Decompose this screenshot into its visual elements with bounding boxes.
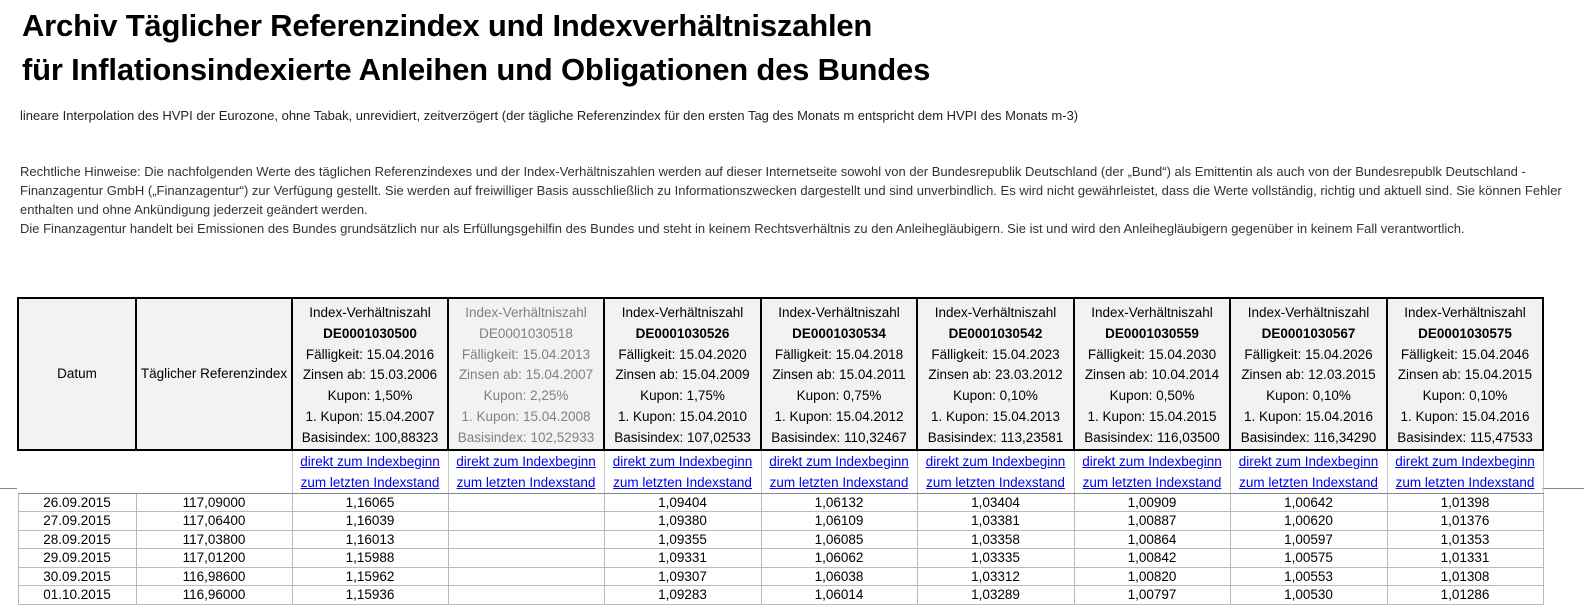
cell-index-ratio: 1,15936 xyxy=(292,586,448,605)
cell-index-ratio: 1,01398 xyxy=(1387,493,1543,512)
bond-coupon: Kupon: 1,75% xyxy=(640,388,725,404)
bond-interest-start: Zinsen ab: 15.04.2011 xyxy=(772,367,906,383)
bond-base-index: Basisindex: 100,88323 xyxy=(301,429,439,445)
bond-base-index: Basisindex: 107,02533 xyxy=(614,429,751,445)
cell-date: 30.09.2015 xyxy=(18,567,136,586)
cell-index-ratio: 1,01376 xyxy=(1387,512,1543,531)
bond-maturity: Fälligkeit: 15.04.2013 xyxy=(461,346,591,362)
cell-index-ratio: 1,09331 xyxy=(604,549,761,568)
cell-index-ratio: 1,00820 xyxy=(1074,567,1230,586)
bond-first-coupon: 1. Kupon: 15.04.2016 xyxy=(1243,408,1374,424)
bond-label: Index-Verhältniszahl xyxy=(309,305,431,320)
cell-index-ratio xyxy=(448,493,604,512)
bond-isin: DE0001030567 xyxy=(1261,325,1356,341)
bond-coupon: Kupon: 0,10% xyxy=(953,388,1038,404)
cell-index-ratio: 1,00842 xyxy=(1074,549,1230,568)
link-cell xyxy=(1387,450,1543,472)
cell-index-ratio: 1,00620 xyxy=(1230,512,1387,531)
cell-index-ratio: 1,00553 xyxy=(1230,567,1387,586)
cell-index-ratio: 1,01353 xyxy=(1387,530,1543,549)
bond-isin: DE0001030526 xyxy=(635,325,730,341)
bond-info xyxy=(918,299,1073,449)
legal-notice xyxy=(20,162,1565,238)
link-cell xyxy=(292,450,448,472)
bond-coupon: Kupon: 0,10% xyxy=(1266,388,1351,404)
bond-info xyxy=(762,299,916,449)
bond-first-coupon: 1. Kupon: 15.04.2010 xyxy=(617,408,748,424)
header-bond-DE0001030559 xyxy=(1074,298,1230,450)
cell-index-ratio: 1,00887 xyxy=(1074,512,1230,531)
empty-cell xyxy=(18,450,136,472)
link-cell xyxy=(448,450,604,472)
table-row xyxy=(18,586,1543,605)
cell-index-ratio: 1,00864 xyxy=(1074,530,1230,549)
cell-index-ratio: 1,03381 xyxy=(917,512,1074,531)
cell-index-ratio: 1,09380 xyxy=(604,512,761,531)
bond-maturity: Fälligkeit: 15.04.2023 xyxy=(931,346,1060,362)
cell-index-ratio xyxy=(448,512,604,531)
cell-index-ratio: 1,01286 xyxy=(1387,586,1543,605)
bond-maturity: Fälligkeit: 15.04.2026 xyxy=(1244,346,1373,362)
link-letzter-indexstand-DE0001030567[interactable]: zum letzten Indexstand xyxy=(1239,474,1378,490)
link-cell xyxy=(917,472,1074,494)
link-indexbeginn-DE0001030518[interactable]: direkt zum Indexbeginn xyxy=(456,453,596,469)
cell-index-ratio xyxy=(448,586,604,605)
bond-label: Index-Verhältniszahl xyxy=(1247,305,1370,320)
link-cell xyxy=(448,472,604,494)
table-row xyxy=(18,512,1543,531)
cell-referenzindex: 116,98600 xyxy=(136,567,292,586)
link-indexbeginn-DE0001030559[interactable]: direkt zum Indexbeginn xyxy=(1082,453,1222,469)
link-cell xyxy=(761,450,917,472)
cell-referenzindex: 117,09000 xyxy=(136,493,292,512)
link-letzter-indexstand-DE0001030500[interactable]: zum letzten Indexstand xyxy=(300,474,440,490)
link-cell xyxy=(761,472,917,494)
bond-label: Index-Verhältniszahl xyxy=(934,305,1057,320)
cell-index-ratio: 1,03404 xyxy=(917,493,1074,512)
cell-index-ratio: 1,06038 xyxy=(761,567,917,586)
bond-interest-start: Zinsen ab: 15.03.2006 xyxy=(302,367,438,383)
title-line-1: Archiv Täglicher Referenzindex und Indexverhältniszahlen xyxy=(22,8,873,43)
cell-index-ratio: 1,00575 xyxy=(1230,549,1387,568)
cell-index-ratio: 1,03335 xyxy=(917,549,1074,568)
cell-index-ratio: 1,09283 xyxy=(604,586,761,605)
header-bond-DE0001030534 xyxy=(761,298,917,450)
link-row-indexbeginn xyxy=(18,450,1543,472)
row-divider-left xyxy=(0,488,17,489)
header-bond-DE0001030518 xyxy=(448,298,604,450)
bond-isin: DE0001030534 xyxy=(792,325,886,341)
header-referenzindex: Täglicher Referenzindex xyxy=(136,298,292,450)
table-header-row xyxy=(18,298,1543,450)
header-bond-DE0001030542 xyxy=(917,298,1074,450)
cell-index-ratio: 1,00530 xyxy=(1230,586,1387,605)
cell-index-ratio: 1,01331 xyxy=(1387,549,1543,568)
cell-index-ratio: 1,15988 xyxy=(292,549,448,568)
table-row xyxy=(18,530,1543,549)
cell-index-ratio: 1,06109 xyxy=(761,512,917,531)
bond-base-index: Basisindex: 113,23581 xyxy=(927,429,1064,445)
cell-index-ratio: 1,09355 xyxy=(604,530,761,549)
bond-coupon: Kupon: 0,75% xyxy=(796,388,882,404)
bond-maturity: Fälligkeit: 15.04.2020 xyxy=(618,346,747,362)
table-row xyxy=(18,549,1543,568)
bond-interest-start: Zinsen ab: 15.04.2009 xyxy=(615,367,750,383)
cell-index-ratio: 1,03289 xyxy=(917,586,1074,605)
bond-interest-start: Zinsen ab: 10.04.2014 xyxy=(1084,367,1220,383)
header-bond-DE0001030500 xyxy=(292,298,448,450)
bond-interest-start: Zinsen ab: 23.03.2012 xyxy=(928,367,1063,383)
bond-first-coupon: 1. Kupon: 15.04.2012 xyxy=(774,408,904,424)
cell-index-ratio: 1,16065 xyxy=(292,493,448,512)
bond-base-index: Basisindex: 115,47533 xyxy=(1397,429,1533,445)
header-bond-DE0001030526 xyxy=(604,298,761,450)
link-letzter-indexstand-DE0001030526[interactable]: zum letzten Indexstand xyxy=(613,474,752,490)
link-indexbeginn-DE0001030542[interactable]: direkt zum Indexbeginn xyxy=(925,453,1066,469)
bond-maturity: Fälligkeit: 15.04.2018 xyxy=(774,346,904,362)
cell-date: 01.10.2015 xyxy=(18,586,136,605)
link-letzter-indexstand-DE0001030518[interactable]: zum letzten Indexstand xyxy=(456,474,596,490)
bond-first-coupon: 1. Kupon: 15.04.2016 xyxy=(1400,408,1530,424)
bond-info xyxy=(293,299,447,449)
bond-base-index: Basisindex: 102,52933 xyxy=(457,429,595,445)
bond-maturity: Fälligkeit: 15.04.2030 xyxy=(1087,346,1217,362)
page-title xyxy=(22,4,930,92)
cell-index-ratio: 1,00909 xyxy=(1074,493,1230,512)
bond-coupon: Kupon: 0,50% xyxy=(1109,388,1195,404)
bond-isin: DE0001030500 xyxy=(323,325,417,341)
link-cell xyxy=(604,450,761,472)
header-datum: Datum xyxy=(18,298,136,450)
bond-interest-start: Zinsen ab: 12.03.2015 xyxy=(1241,367,1376,383)
link-row-letzter-indexstand xyxy=(18,472,1543,494)
cell-index-ratio: 1,15962 xyxy=(292,567,448,586)
cell-index-ratio: 1,03312 xyxy=(917,567,1074,586)
bond-isin: DE0001030575 xyxy=(1418,325,1512,341)
header-bond-DE0001030567 xyxy=(1230,298,1387,450)
cell-referenzindex: 116,96000 xyxy=(136,586,292,605)
legal-paragraph-1: Rechtliche Hinweise: Die nachfolgenden Werte des täglichen Referenzindexes und der Index-Verhältniszahlen werden auf dieser Internetseite sowohl von der Bundesrepublik Deutschland (der „Bund“) als Emittentin als auch von der Bundesrepublk Deutschland - Finanzagentur GmbH („Finanzagentur“) zur Verfügung gestellt. Sie werden auf freiwilliger Basis ausschließlich zu Informationszwecken dargestellt und sind unverbindlich. Es wird nicht gewährleistet, dass die Werte vollständig, richtig und aktuell sind. Sie können Fehler enthalten und ohne Ankündigung jederzeit geändert werden. xyxy=(20,164,1562,217)
subtitle: lineare Interpolation des HVPI der Eurozone, ohne Tabak, unrevidiert, zeitverzögert (der tägliche Referenzindex für den ersten Tag des Monats m entspricht dem HVPI des Monats m-3) xyxy=(20,108,1079,123)
empty-cell xyxy=(136,450,292,472)
bond-info xyxy=(605,299,760,449)
link-indexbeginn-DE0001030575[interactable]: direkt zum Indexbeginn xyxy=(1395,453,1535,469)
link-letzter-indexstand-DE0001030542[interactable]: zum letzten Indexstand xyxy=(926,474,1065,490)
index-table xyxy=(17,297,1544,605)
table-row xyxy=(18,567,1543,586)
cell-index-ratio xyxy=(448,549,604,568)
link-cell xyxy=(604,472,761,494)
bond-interest-start: Zinsen ab: 15.04.2015 xyxy=(1397,367,1533,383)
link-cell xyxy=(1387,472,1543,494)
link-indexbeginn-DE0001030500[interactable]: direkt zum Indexbeginn xyxy=(300,453,440,469)
bond-label: Index-Verhältniszahl xyxy=(621,305,744,320)
empty-cell xyxy=(18,472,136,494)
link-indexbeginn-DE0001030534[interactable]: direkt zum Indexbeginn xyxy=(769,453,909,469)
cell-referenzindex: 117,06400 xyxy=(136,512,292,531)
bond-info xyxy=(449,299,603,449)
cell-index-ratio: 1,03358 xyxy=(917,530,1074,549)
cell-index-ratio xyxy=(448,567,604,586)
bond-info xyxy=(1231,299,1386,449)
bond-first-coupon: 1. Kupon: 15.04.2008 xyxy=(461,408,591,424)
link-indexbeginn-DE0001030567[interactable]: direkt zum Indexbeginn xyxy=(1238,453,1379,469)
link-cell xyxy=(1230,450,1387,472)
cell-date: 26.09.2015 xyxy=(18,493,136,512)
bond-info xyxy=(1388,299,1542,449)
cell-date: 29.09.2015 xyxy=(18,549,136,568)
cell-index-ratio: 1,06014 xyxy=(761,586,917,605)
bond-first-coupon: 1. Kupon: 15.04.2015 xyxy=(1087,408,1217,424)
cell-date: 27.09.2015 xyxy=(18,512,136,531)
link-cell xyxy=(1074,472,1230,494)
bond-maturity: Fälligkeit: 15.04.2016 xyxy=(305,346,435,362)
bond-isin: DE0001030542 xyxy=(948,325,1043,341)
cell-referenzindex: 117,03800 xyxy=(136,530,292,549)
cell-index-ratio: 1,16013 xyxy=(292,530,448,549)
bond-label: Index-Verhältniszahl xyxy=(465,305,587,320)
link-cell xyxy=(292,472,448,494)
bond-maturity: Fälligkeit: 15.04.2046 xyxy=(1400,346,1530,362)
row-divider-right xyxy=(1542,488,1584,489)
bond-first-coupon: 1. Kupon: 15.04.2013 xyxy=(930,408,1061,424)
bond-label: Index-Verhältniszahl xyxy=(1404,305,1526,320)
bond-coupon: Kupon: 2,25% xyxy=(483,388,569,404)
cell-index-ratio: 1,00797 xyxy=(1074,586,1230,605)
link-cell xyxy=(917,450,1074,472)
cell-referenzindex: 117,01200 xyxy=(136,549,292,568)
legal-paragraph-2: Die Finanzagentur handelt bei Emissionen des Bundes grundsätzlich nur als Erfüllungsgehilfin des Bundes und steht in keinem Rechtsverhältnis zu den Anleihegläubigern. Sie ist und wird den Anleihegläubigern gegenüber in keinem Fall verantwortlich. xyxy=(20,221,1465,236)
cell-index-ratio: 1,01308 xyxy=(1387,567,1543,586)
bond-first-coupon: 1. Kupon: 15.04.2007 xyxy=(305,408,435,424)
cell-index-ratio: 1,06132 xyxy=(761,493,917,512)
bond-base-index: Basisindex: 116,34290 xyxy=(1240,429,1377,445)
bond-label: Index-Verhältniszahl xyxy=(1091,305,1213,320)
title-line-2: für Inflationsindexierte Anleihen und Obligationen des Bundes xyxy=(22,52,931,87)
bond-label: Index-Verhältniszahl xyxy=(778,305,900,320)
link-letzter-indexstand-DE0001030559[interactable]: zum letzten Indexstand xyxy=(1082,474,1222,490)
bond-base-index: Basisindex: 110,32467 xyxy=(771,429,907,445)
table-row xyxy=(18,493,1543,512)
bond-interest-start: Zinsen ab: 15.04.2007 xyxy=(458,367,594,383)
link-letzter-indexstand-DE0001030575[interactable]: zum letzten Indexstand xyxy=(1395,474,1535,490)
cell-index-ratio: 1,09307 xyxy=(604,567,761,586)
empty-cell xyxy=(136,472,292,494)
cell-index-ratio xyxy=(448,530,604,549)
cell-index-ratio: 1,16039 xyxy=(292,512,448,531)
bond-isin: DE0001030518 xyxy=(479,325,573,341)
link-indexbeginn-DE0001030526[interactable]: direkt zum Indexbeginn xyxy=(612,453,753,469)
bond-base-index: Basisindex: 116,03500 xyxy=(1084,429,1220,445)
bond-info xyxy=(1075,299,1229,449)
cell-date: 28.09.2015 xyxy=(18,530,136,549)
bond-coupon: Kupon: 0,10% xyxy=(1422,388,1508,404)
cell-index-ratio: 1,00642 xyxy=(1230,493,1387,512)
cell-index-ratio: 1,06085 xyxy=(761,530,917,549)
link-cell xyxy=(1230,472,1387,494)
cell-index-ratio: 1,06062 xyxy=(761,549,917,568)
bond-coupon: Kupon: 1,50% xyxy=(327,388,413,404)
cell-index-ratio: 1,00597 xyxy=(1230,530,1387,549)
link-cell xyxy=(1074,450,1230,472)
bond-isin: DE0001030559 xyxy=(1105,325,1199,341)
cell-index-ratio: 1,09404 xyxy=(604,493,761,512)
header-bond-DE0001030575 xyxy=(1387,298,1543,450)
link-letzter-indexstand-DE0001030534[interactable]: zum letzten Indexstand xyxy=(769,474,909,490)
